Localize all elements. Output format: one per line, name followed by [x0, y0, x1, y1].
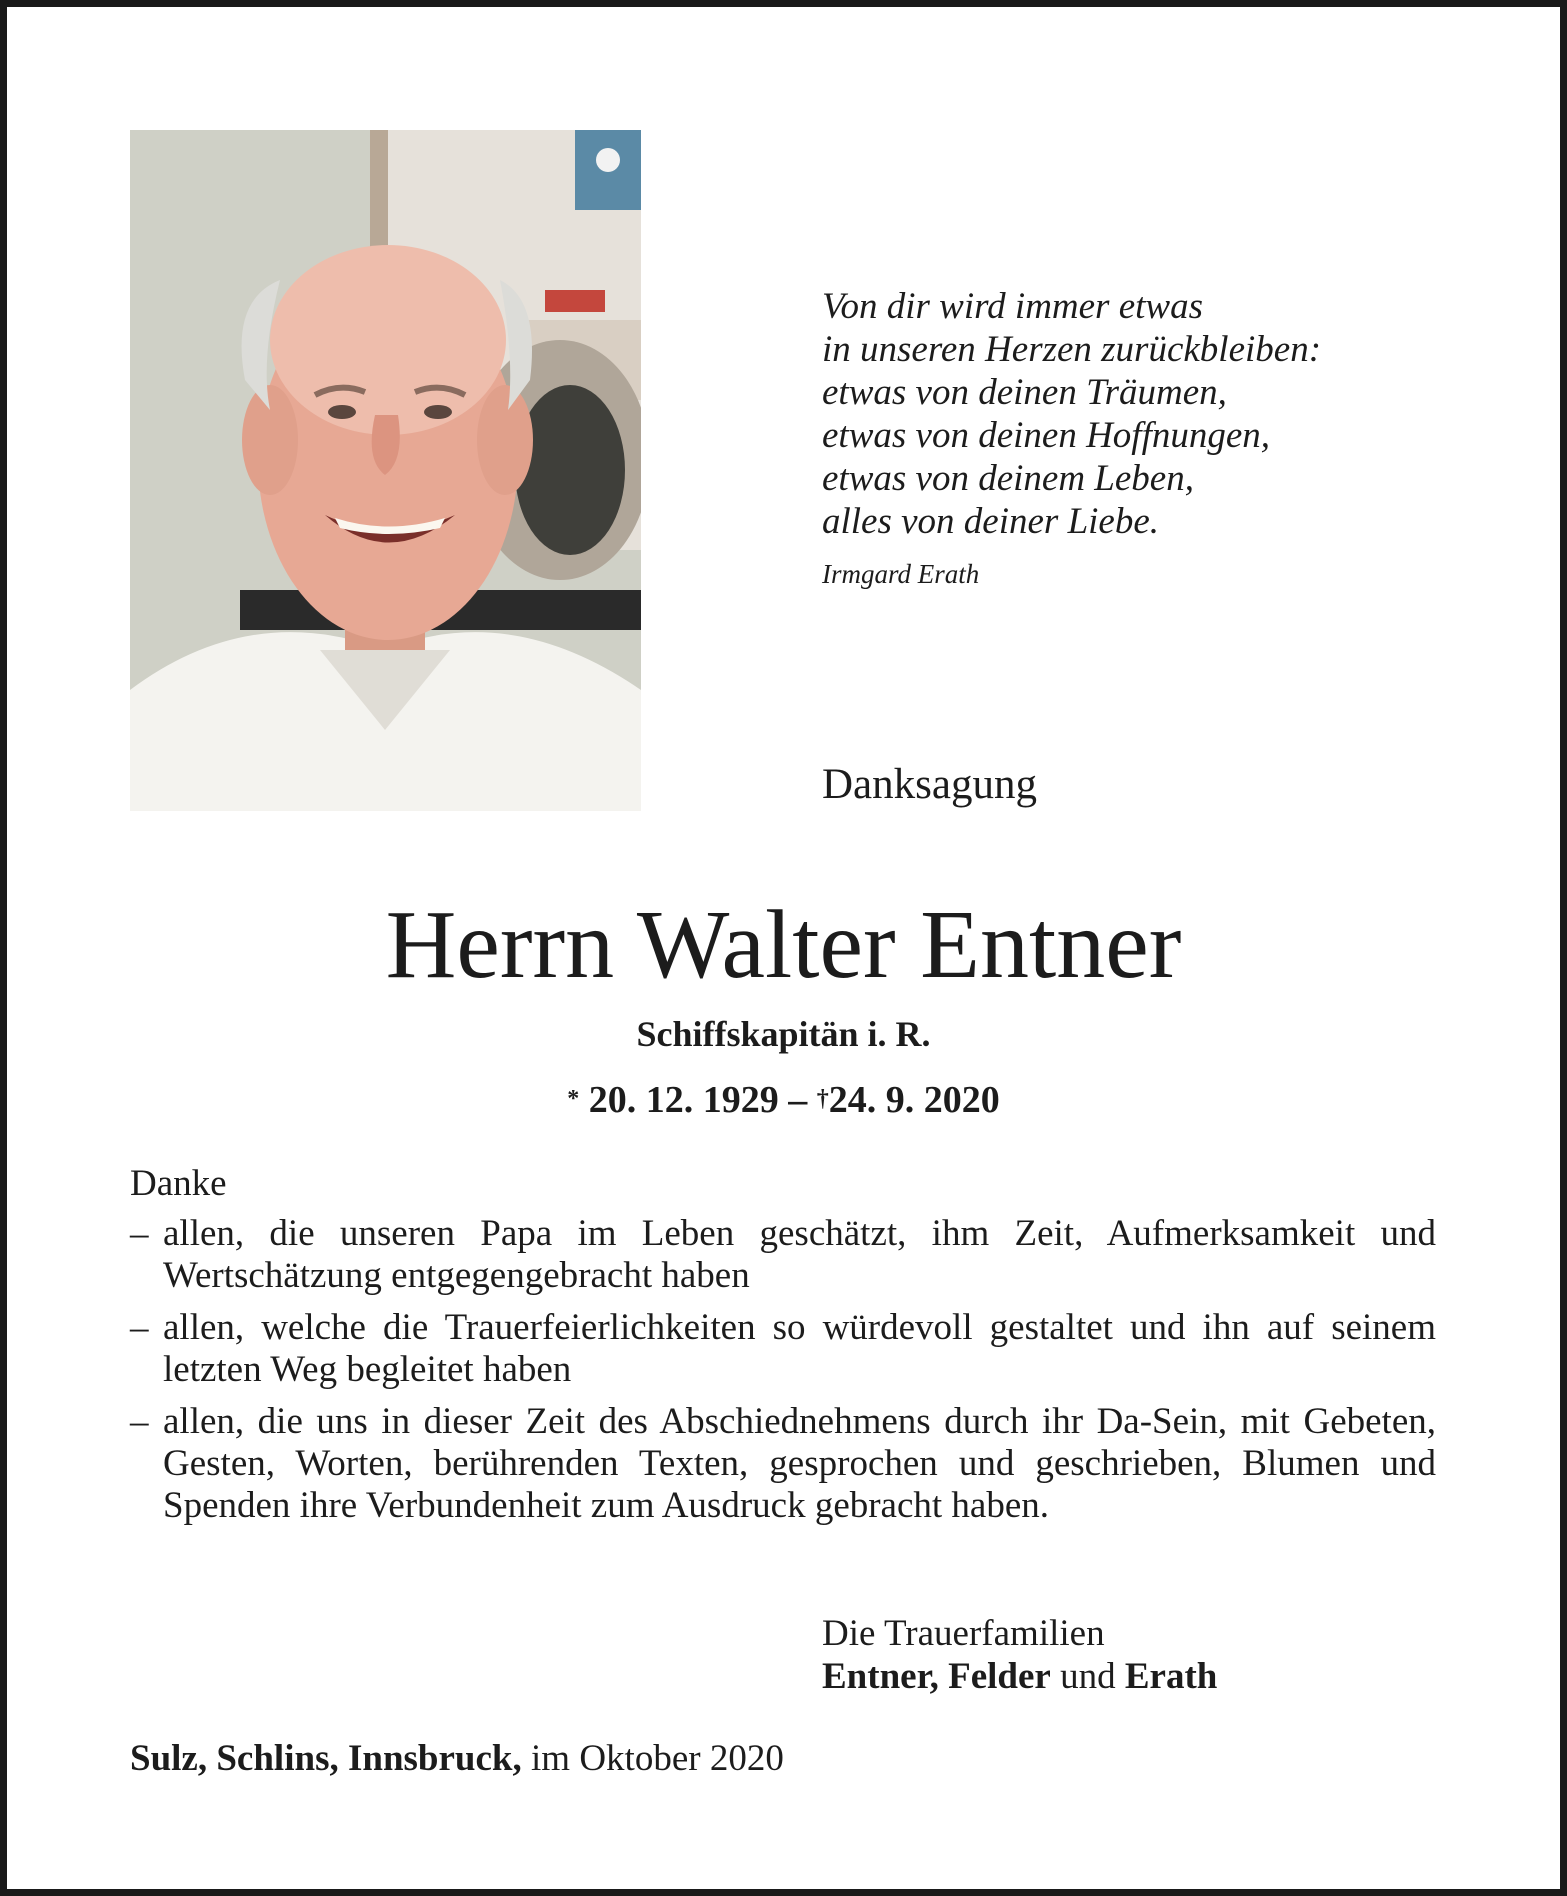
thanks-intro: Danke: [130, 1163, 227, 1204]
quote-line: in unseren Herzen zurückbleiben:: [822, 329, 1322, 370]
quote-line: etwas von deinen Hoffnungen,: [822, 415, 1271, 456]
portrait-photo: [130, 130, 641, 811]
birth-symbol: *: [567, 1086, 580, 1112]
quote-line: etwas von deinem Leben,: [822, 458, 1194, 499]
list-dash: –: [130, 1307, 149, 1348]
list-item: [130, 1307, 1436, 1391]
family-names: Entner, Felder: [822, 1656, 1051, 1697]
quote-author: Irmgard Erath: [822, 559, 980, 589]
place-date: [130, 1737, 784, 1780]
list-dash: –: [130, 1213, 149, 1254]
thanks-body: [130, 1163, 1436, 1537]
signature: [822, 1612, 1217, 1698]
list-item: [130, 1213, 1436, 1297]
quote-line: Von dir wird immer etwas: [822, 286, 1203, 327]
birth-date: 20. 12. 1929: [588, 1079, 779, 1121]
family-name-last: Erath: [1124, 1656, 1218, 1697]
quote-line: alles von deiner Liebe.: [822, 501, 1160, 542]
list-item: [130, 1401, 1436, 1527]
signature-families: [822, 1655, 1217, 1698]
notice-heading: Danksagung: [822, 761, 1037, 808]
death-symbol: †: [816, 1086, 829, 1112]
list-item-text: allen, welche die Trauerfeierlichkeiten so würdevoll gestaltet und ihn auf seinem letzten Weg begleitet haben: [163, 1307, 1436, 1390]
conjunction: und: [1060, 1656, 1116, 1697]
deceased-profession: Schiffskapitän i. R.: [636, 1014, 931, 1054]
list-dash: –: [130, 1401, 149, 1442]
deceased-name: Herrn Walter Entner: [385, 891, 1182, 999]
death-date: 24. 9. 2020: [828, 1079, 1000, 1121]
quote-line: etwas von deinen Träumen,: [822, 372, 1227, 413]
list-item-text: allen, die uns in dieser Zeit des Abschiednehmens durch ihr Da-Sein, mit Gebeten, Gesten, Worten, berührenden Texten, gesprochen und geschrieben, Blumen und Spenden ihre Verbundenheit zum Ausdruck gebracht haben.: [163, 1401, 1436, 1526]
life-dates: [0, 1078, 1567, 1122]
date-separator: –: [788, 1079, 808, 1121]
place-towns: Sulz, Schlins, Innsbruck,: [130, 1738, 522, 1779]
memorial-quote: [822, 285, 1321, 596]
signature-line: Die Trauerfamilien: [822, 1613, 1105, 1654]
notice-date: im Oktober 2020: [531, 1738, 784, 1779]
list-item-text: allen, die unseren Papa im Leben geschätzt, ihm Zeit, Aufmerksamkeit und Wertschätzung entgegengebracht haben: [163, 1213, 1436, 1296]
